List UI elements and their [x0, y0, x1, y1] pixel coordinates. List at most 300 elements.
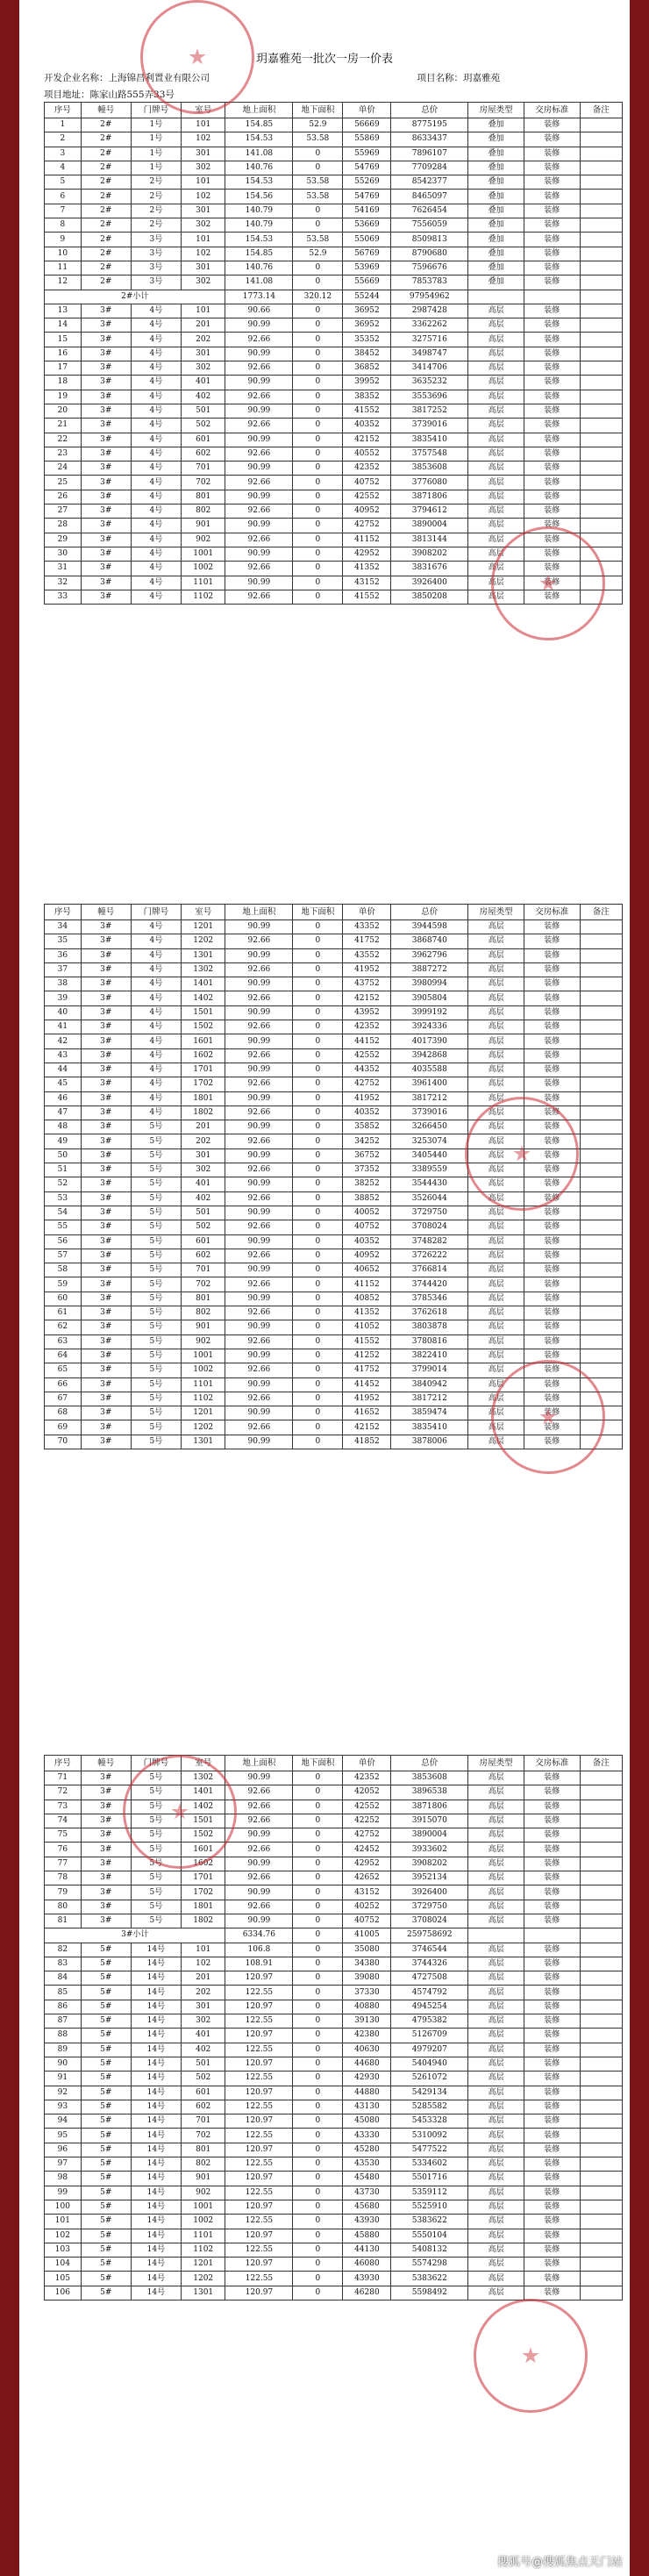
table-cell [580, 1335, 622, 1349]
table-cell: 90.99 [225, 1148, 293, 1163]
table-cell: 装修 [524, 447, 580, 461]
table-cell: 装修 [524, 2143, 580, 2157]
table-cell: 3887272 [391, 962, 468, 977]
table-cell: 92.66 [225, 590, 293, 604]
table-cell: 14号 [131, 2000, 181, 2014]
table-cell [580, 1020, 622, 1034]
subtotal-row [45, 290, 623, 304]
table-cell: 92.66 [225, 562, 293, 576]
table-cell: 5# [81, 2029, 131, 2043]
table-cell [580, 1435, 622, 1449]
column-header: 单价 [343, 905, 391, 920]
table-cell: 5# [81, 2258, 131, 2272]
table-cell: 0 [293, 1363, 343, 1377]
table-cell: 40052 [343, 1206, 391, 1220]
table-cell [580, 2000, 622, 2014]
table-cell: 3# [81, 476, 131, 490]
table-cell: 101 [181, 1943, 225, 1957]
table-cell: 10 [45, 247, 82, 261]
table-cell: 5号 [131, 1335, 181, 1349]
table-cell: 56769 [343, 247, 391, 261]
table-cell: 装修 [524, 233, 580, 247]
table-cell: 3 [45, 147, 82, 161]
table-cell: 92.66 [225, 1843, 293, 1857]
table-cell [580, 404, 622, 418]
table-row [45, 519, 623, 533]
table-cell: 3# [81, 991, 131, 1005]
table-cell: 3# [81, 948, 131, 962]
table-cell: 0 [293, 304, 343, 318]
table-cell: 1001 [181, 547, 225, 561]
table-cell [580, 218, 622, 233]
table-cell: 叠加 [468, 190, 524, 204]
table-row [45, 1828, 623, 1843]
table-cell: 装修 [524, 1034, 580, 1048]
table-row [45, 1134, 623, 1148]
table-cell: 1202 [181, 2272, 225, 2286]
table-cell: 92.66 [225, 1900, 293, 1914]
table-cell: 0 [293, 2157, 343, 2172]
table-cell: 105 [45, 2272, 82, 2286]
table-row [45, 1106, 623, 1120]
table-cell: 1502 [181, 1020, 225, 1034]
table-cell: 154.53 [225, 132, 293, 147]
table-row [45, 1420, 623, 1435]
table-cell: 5# [81, 2000, 131, 2014]
table-cell [580, 1277, 622, 1292]
table-cell: 106 [45, 2286, 82, 2300]
table-cell: 3# [81, 1420, 131, 1435]
table-cell: 5号 [131, 1191, 181, 1206]
table-row [45, 376, 623, 390]
table-cell: 高层 [468, 1914, 524, 1928]
table-cell: 0 [293, 433, 343, 447]
table-cell: 3# [81, 1292, 131, 1306]
table-cell: 4号 [131, 1063, 181, 1077]
table-row [45, 175, 623, 190]
table-cell: 7626454 [391, 204, 468, 218]
table-cell: 1201 [181, 2258, 225, 2272]
table-cell: 402 [181, 2043, 225, 2057]
table-cell: 0 [293, 533, 343, 547]
table-cell [580, 347, 622, 361]
table-cell: 0 [293, 1063, 343, 1077]
table-cell [580, 1828, 622, 1843]
table-cell: 0 [293, 376, 343, 390]
table-cell: 0 [293, 1957, 343, 1971]
table-row [45, 233, 623, 247]
table-cell: 3# [81, 1220, 131, 1234]
table-cell: 801 [181, 2143, 225, 2157]
table-cell: 501 [181, 2057, 225, 2071]
table-cell: 装修 [524, 1106, 580, 1120]
table-cell: 3739016 [391, 419, 468, 433]
table-cell: 装修 [524, 476, 580, 490]
table-cell: 5477522 [391, 2143, 468, 2157]
table-row [45, 404, 623, 418]
table-cell [580, 2200, 622, 2214]
right-border [630, 0, 649, 2576]
table-cell: 装修 [524, 1363, 580, 1377]
table-cell: 0 [293, 1005, 343, 1020]
table-cell: 1101 [181, 576, 225, 590]
table-cell: 53969 [343, 261, 391, 275]
table-cell: 装修 [524, 2086, 580, 2100]
table-cell: 39080 [343, 1971, 391, 1986]
table-cell: 52.9 [293, 118, 343, 132]
table-cell: 叠加 [468, 261, 524, 275]
table-cell: 3号 [131, 261, 181, 275]
table-cell: 53.58 [293, 175, 343, 190]
table-cell: 0 [293, 1206, 343, 1220]
table-cell: 0 [293, 1843, 343, 1857]
table-cell: 高层 [468, 1177, 524, 1191]
table-row [45, 2172, 623, 2186]
table-cell: 6 [45, 190, 82, 204]
table-cell: 120.97 [225, 2286, 293, 2300]
table-cell: 14号 [131, 2186, 181, 2200]
table-cell: 1号 [131, 132, 181, 147]
table-cell: 15 [45, 333, 82, 347]
table-cell: 4号 [131, 562, 181, 576]
table-cell: 7556059 [391, 218, 468, 233]
table-row [45, 2286, 623, 2300]
column-header: 备注 [580, 905, 622, 920]
table-cell: 4号 [131, 533, 181, 547]
table-cell: 92.66 [225, 333, 293, 347]
table-cell: 4号 [131, 318, 181, 333]
table-cell: 0 [293, 476, 343, 490]
table-cell [580, 1406, 622, 1420]
table-cell: 42752 [343, 1828, 391, 1843]
table-cell: 24 [45, 462, 82, 476]
table-cell [580, 2072, 622, 2086]
table-cell: 46080 [343, 2258, 391, 2272]
table-cell: 83 [45, 1957, 82, 1971]
table-cell: 401 [181, 1177, 225, 1191]
table-cell: 3# [81, 1392, 131, 1406]
table-cell: 装修 [524, 547, 580, 561]
table-cell: 5574298 [391, 2258, 468, 2272]
table-row [45, 1885, 623, 1900]
table-cell: 3831676 [391, 562, 468, 576]
table-cell: 4号 [131, 361, 181, 376]
table-cell: 3# [81, 447, 131, 461]
table-cell: 101 [181, 175, 225, 190]
table-cell: 35080 [343, 1943, 391, 1957]
table-cell: 装修 [524, 1785, 580, 1800]
table-cell: 2# [81, 247, 131, 261]
table-cell: 103 [45, 2243, 82, 2257]
table-row [45, 1377, 623, 1392]
table-cell: 1301 [181, 948, 225, 962]
table-cell: 61 [45, 1306, 82, 1320]
table-cell: 5359112 [391, 2186, 468, 2200]
table-cell [580, 1292, 622, 1306]
table-cell: 0 [293, 1106, 343, 1120]
table-cell: 5号 [131, 1306, 181, 1320]
table-cell: 4号 [131, 347, 181, 361]
table-cell: 3871806 [391, 490, 468, 504]
table-cell: 14号 [131, 2143, 181, 2157]
table-cell: 3785346 [391, 1292, 468, 1306]
table-row [45, 2057, 623, 2071]
table-cell: 3# [81, 1177, 131, 1191]
table-cell: 38352 [343, 390, 391, 404]
table-cell: 3944598 [391, 920, 468, 934]
table-cell [580, 2114, 622, 2129]
table-cell: 高层 [468, 1377, 524, 1392]
table-cell: 装修 [524, 2186, 580, 2200]
table-cell: 装修 [524, 1277, 580, 1292]
table-cell: 装修 [524, 247, 580, 261]
table-cell: 0 [293, 2186, 343, 2200]
table-cell: 81 [45, 1914, 82, 1928]
table-cell: 1402 [181, 991, 225, 1005]
table-cell: 40630 [343, 2043, 391, 2057]
table-cell: 14号 [131, 2114, 181, 2129]
table-cell: 17 [45, 361, 82, 376]
table-cell: 74 [45, 1814, 82, 1828]
table-cell: 0 [293, 2000, 343, 2014]
table-cell: 5# [81, 2043, 131, 2057]
table-cell: 302 [181, 2014, 225, 2029]
table-cell: 高层 [468, 562, 524, 576]
table-cell: 90.99 [225, 1177, 293, 1191]
table-cell: 3# [81, 1191, 131, 1206]
table-cell: 5号 [131, 1885, 181, 1900]
table-cell: 3859474 [391, 1406, 468, 1420]
column-header: 幢号 [81, 103, 131, 118]
table-cell: 0 [293, 1857, 343, 1871]
table-cell: 101 [181, 233, 225, 247]
table-cell: 79 [45, 1885, 82, 1900]
table-cell: 叠加 [468, 247, 524, 261]
table-cell [580, 1077, 622, 1091]
table-cell: 43930 [343, 2215, 391, 2229]
table-cell: 5# [81, 2014, 131, 2029]
table-cell: 90.99 [225, 1206, 293, 1220]
table-cell: 5550104 [391, 2229, 468, 2243]
table-row [45, 1320, 623, 1335]
table-row [45, 161, 623, 175]
table-cell: 1701 [181, 1063, 225, 1077]
table-cell: 601 [181, 433, 225, 447]
table-cell: 装修 [524, 161, 580, 175]
table-cell: 5# [81, 2215, 131, 2229]
table-cell: 33 [45, 590, 82, 604]
table-cell: 901 [181, 1320, 225, 1335]
table-cell: 2# [81, 147, 131, 161]
table-cell: 3# [81, 590, 131, 604]
table-cell: 高层 [468, 1048, 524, 1063]
table-row [45, 2272, 623, 2286]
table-cell: 120.97 [225, 2143, 293, 2157]
table-cell: 41952 [343, 1392, 391, 1406]
table-cell: 4号 [131, 462, 181, 476]
table-cell: 40752 [343, 476, 391, 490]
table-cell: 40352 [343, 1234, 391, 1249]
table-cell [524, 290, 580, 304]
table-cell: 320.12 [293, 290, 343, 304]
table-cell: 40652 [343, 1263, 391, 1277]
table-row [45, 533, 623, 547]
table-cell: 89 [45, 2043, 82, 2057]
table-cell: 4号 [131, 962, 181, 977]
table-cell: 装修 [524, 2114, 580, 2129]
table-cell: 43730 [343, 2186, 391, 2200]
table-cell: 装修 [524, 934, 580, 948]
table-cell: 3# [81, 376, 131, 390]
table-cell: 51 [45, 1163, 82, 1177]
table-cell: 装修 [524, 533, 580, 547]
table-cell: 3822410 [391, 1349, 468, 1363]
table-cell: 5# [81, 2229, 131, 2243]
table-cell: 2# [81, 233, 131, 247]
table-cell: 装修 [524, 1005, 580, 1020]
table-cell: 0 [293, 519, 343, 533]
table-cell: 90.99 [225, 920, 293, 934]
table-cell: 0 [293, 948, 343, 962]
table-cell: 0 [293, 1234, 343, 1249]
table-cell: 37 [45, 962, 82, 977]
table-cell: 2# [81, 275, 131, 290]
table-cell: 高层 [468, 1406, 524, 1420]
table-cell: 701 [181, 462, 225, 476]
table-cell: 92.66 [225, 962, 293, 977]
table-row [45, 977, 623, 991]
table-cell: 202 [181, 1986, 225, 2000]
table-cell: 402 [181, 390, 225, 404]
table-cell: 90.99 [225, 490, 293, 504]
table-cell: 901 [181, 2172, 225, 2186]
table-cell: 106.8 [225, 1943, 293, 1957]
table-cell: 88 [45, 2029, 82, 2043]
table-cell: 高层 [468, 476, 524, 490]
table-cell: 302 [181, 161, 225, 175]
table-cell: 301 [181, 1148, 225, 1163]
table-cell: 41952 [343, 962, 391, 977]
table-cell: 装修 [524, 2029, 580, 2043]
table-row [45, 304, 623, 318]
table-cell: 8775195 [391, 118, 468, 132]
table-row [45, 1206, 623, 1220]
table-row [45, 447, 623, 461]
table-cell: 122.55 [225, 2243, 293, 2257]
table-cell: 43330 [343, 2129, 391, 2143]
table-cell: 0 [293, 1292, 343, 1306]
table-cell: 90.99 [225, 1377, 293, 1392]
table-cell: 3961400 [391, 1077, 468, 1091]
column-header: 总价 [391, 103, 468, 118]
table-cell: 4号 [131, 590, 181, 604]
table-cell: 38 [45, 977, 82, 991]
table-row [45, 1392, 623, 1406]
table-row [45, 2086, 623, 2100]
table-cell: 4号 [131, 476, 181, 490]
table-cell [580, 2258, 622, 2272]
table-cell: 401 [181, 376, 225, 390]
table-cell [580, 132, 622, 147]
table-cell: 23 [45, 447, 82, 461]
table-cell: 高层 [468, 433, 524, 447]
table-cell: 3926400 [391, 1885, 468, 1900]
table-cell [580, 519, 622, 533]
table-cell: 1101 [181, 2229, 225, 2243]
table-cell: 5号 [131, 1234, 181, 1249]
table-row [45, 576, 623, 590]
table-cell: 3# [81, 361, 131, 376]
table-cell: 122.55 [225, 2215, 293, 2229]
table-cell: 73 [45, 1800, 82, 1814]
table-cell: 高层 [468, 948, 524, 962]
table-cell: 装修 [524, 2014, 580, 2029]
table-cell: 装修 [524, 275, 580, 290]
table-cell: 18 [45, 376, 82, 390]
table-cell: 4号 [131, 490, 181, 504]
table-cell: 1701 [181, 1871, 225, 1885]
table-cell [580, 147, 622, 161]
table-cell: 14号 [131, 2286, 181, 2300]
table-cell: 高层 [468, 1034, 524, 1048]
table-row [45, 476, 623, 490]
column-header: 幢号 [81, 1756, 131, 1771]
table-cell [580, 1249, 622, 1263]
table-cell: 5525910 [391, 2200, 468, 2214]
table-cell: 5126709 [391, 2029, 468, 2043]
table-cell [580, 562, 622, 576]
table-cell: 3389559 [391, 1163, 468, 1177]
table-row [45, 1914, 623, 1928]
table-cell: 3# [81, 562, 131, 576]
table-cell: 120.97 [225, 2200, 293, 2214]
table-cell: 67 [45, 1392, 82, 1406]
table-row [45, 2143, 623, 2157]
table-cell: 45280 [343, 2143, 391, 2157]
table-cell: 装修 [524, 1914, 580, 1928]
table-cell [580, 161, 622, 175]
table-cell: 叠加 [468, 204, 524, 218]
table-cell: 3780816 [391, 1335, 468, 1349]
table-cell: 5# [81, 1943, 131, 1957]
subtotal-label: 2#小计 [45, 290, 225, 304]
table-cell: 装修 [524, 2243, 580, 2257]
table-cell: 装修 [524, 376, 580, 390]
table-row [45, 1249, 623, 1263]
table-cell: 高层 [468, 2243, 524, 2257]
table-cell: 32 [45, 576, 82, 590]
table-row [45, 1800, 623, 1814]
table-cell: 54169 [343, 204, 391, 218]
table-cell: 122.55 [225, 2072, 293, 2086]
table-row [45, 2100, 623, 2114]
table-cell: 5号 [131, 1377, 181, 1392]
table-cell: 高层 [468, 1871, 524, 1885]
table-cell: 90.99 [225, 376, 293, 390]
table-cell: 90.99 [225, 547, 293, 561]
table-cell: 0 [293, 1406, 343, 1420]
table-cell [580, 1048, 622, 1063]
table-cell: 140.79 [225, 218, 293, 233]
table-cell: 3# [81, 419, 131, 433]
table-cell: 14号 [131, 2043, 181, 2057]
table-cell: 82 [45, 1943, 82, 1957]
table-cell: 3# [81, 1277, 131, 1292]
table-cell: 77 [45, 1857, 82, 1871]
table-cell: 90.99 [225, 1828, 293, 1843]
table-cell: 高层 [468, 1771, 524, 1785]
table-cell [580, 1943, 622, 1957]
